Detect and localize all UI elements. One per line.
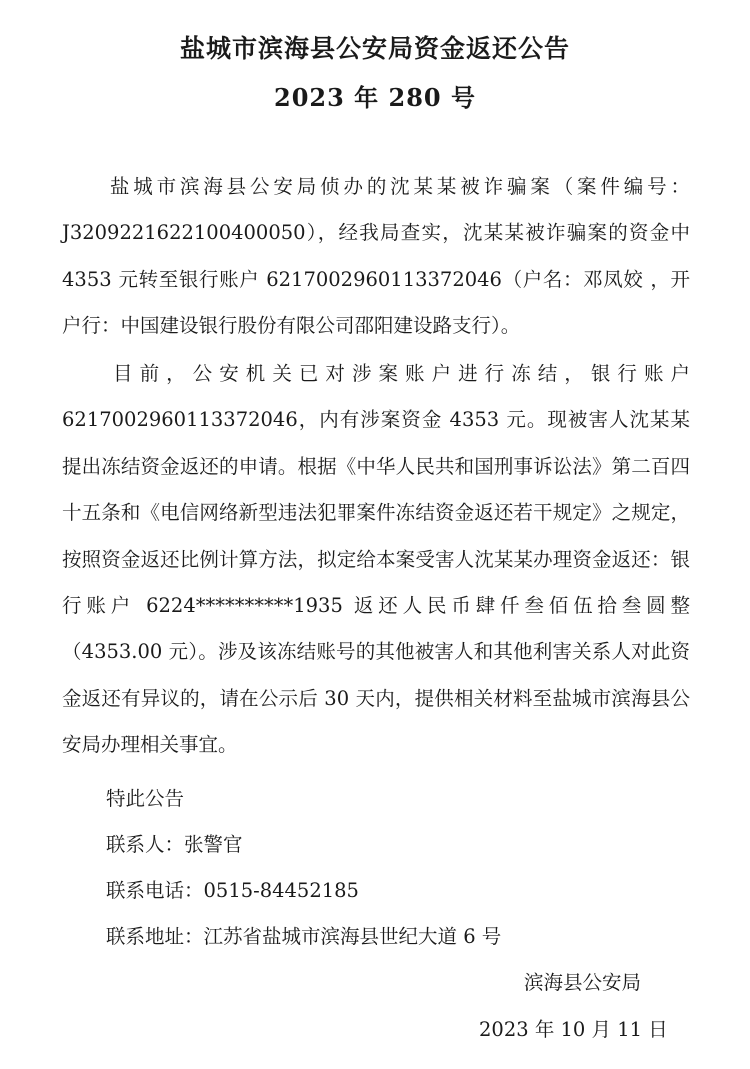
contact-phone: 联系电话：0515-84452185 (106, 879, 359, 902)
paragraph-text: 盐城市滨海县公安局侦办的沈某某被诈骗案（案件编号：J3209221622100400050），经我局查实，沈某某被诈骗案的资金中4353 元转至银行账户 6217002960113372046（户名：邓凤姣 ，开户行：中国建设银行股份有限公司邵阳建设路支行）。 (62, 175, 690, 338)
document-title: 盐城市滨海县公安局资金返还公告 (179, 34, 570, 63)
document-number: 2023 年 280 号 (274, 83, 476, 112)
paragraph-refund-details (62, 351, 690, 769)
contact-address: 联系地址：江苏省盐城市滨海县世纪大道 6 号 (106, 925, 502, 948)
contact-person: 联系人：张警官 (106, 833, 243, 856)
paragraph-case-details (62, 164, 690, 350)
issuer-signature: 滨海县公安局 (524, 971, 642, 994)
closing-notice: 特此公告 (106, 787, 185, 810)
paragraph-text: 目前，公安机关已对涉案账户进行冻结，银行账户6217002960113372046，内有涉案资金 4353 元。现被害人沈某某提出冻结资金返还的申请。根据《中华人民共和国刑事诉讼法》第二百四十五条和《电信网络新型违法犯罪案件冻结资金返还若干规定》之规定，按照资金返还比例计算方法，拟定给本案受害人沈某某办理资金返还：银行账户 6224**********1935 返还人民币肆仟叁佰伍拾叁圆整（4353.00 元）。涉及该冻结账号的其他被害人和其他利害关系人对此资金返还有异议的，请在公示后 30 天内，提供相关材料至盐城市滨海县公安局办理相关事宜。 (62, 362, 690, 757)
issue-date: 2023 年 10 月 11 日 (479, 1018, 668, 1041)
